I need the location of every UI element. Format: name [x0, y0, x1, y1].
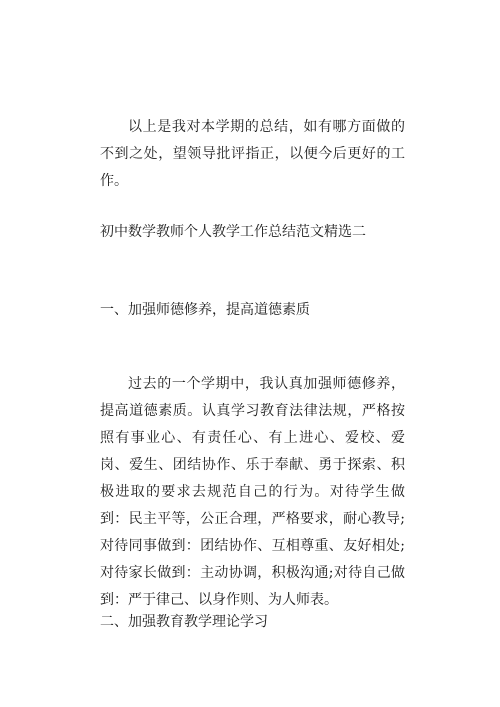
section-2-heading: 二、加强教育教学理论学习: [100, 614, 268, 630]
section-1-heading: 一、加强师德修养，提高道德素质: [100, 302, 310, 318]
article-title: 初中数学教师个人教学工作总结范文精选二: [100, 224, 366, 240]
closing-paragraph: 以上是我对本学期的总结，如有哪方面做的不到之处，望领导批评指正，以便今后更好的工作。: [100, 119, 405, 189]
section-1-body: 过去的一个学期中，我认真加强师德修养，提高道德素质。认真学习教育法律法规，严格按照有事业心、有责任心、有上进心、爱校、爱岗、爱生、团结协作、乐于奉献、勇于探索、积极进取的要求去规范自己的行为。对待学生做到：民主平等，公正合理，严格要求，耐心教导;对待同事做到：团结协作、互相尊重、友好相处;对待家长做到：主动协调，积极沟通;对待自己做到：严于律己、以身作则、为人师表。: [100, 376, 405, 608]
